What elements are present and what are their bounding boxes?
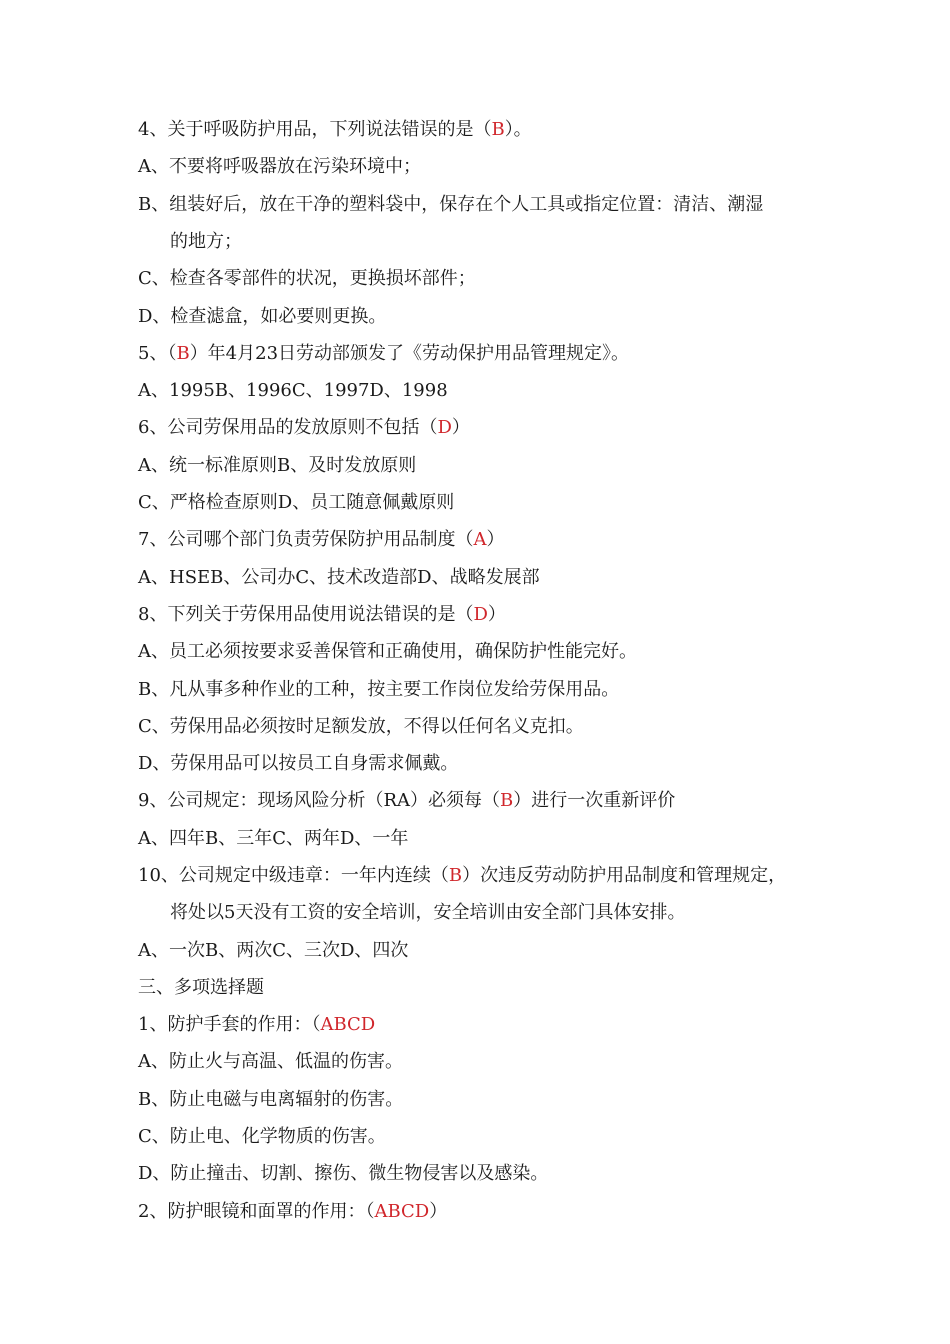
question-10: 10、公司规定中级违章：一年内连续（B）次违反劳动防护用品制度和管理规定，	[138, 865, 787, 886]
section-heading: 三、多项选择题	[138, 977, 264, 998]
option-line: C、严格检查原则D、员工随意佩戴原则	[138, 492, 455, 513]
option-line: D、防止撞击、切割、擦伤、微生物侵害以及感染。	[138, 1163, 549, 1184]
question-4: 4、关于呼吸防护用品，下列说法错误的是（B）。	[138, 119, 532, 140]
option-line: C、劳保用品必须按时足额发放，不得以任何名义克扣。	[138, 716, 584, 737]
answer: A	[473, 529, 487, 550]
option-line: A、不要将呼吸器放在污染环境中；	[138, 156, 421, 177]
option-line: C、检查各零部件的状况，更换损坏部件；	[138, 268, 476, 289]
option-line: A、一次B、两次C、三次D、四次	[138, 940, 409, 961]
option-line: A、防止火与高温、低温的伤害。	[138, 1051, 403, 1072]
option-line-continued: 的地方；	[170, 231, 242, 252]
option-line: D、劳保用品可以按员工自身需求佩戴。	[138, 753, 459, 774]
question-10-continued: 将处以5天没有工资的安全培训，安全培训由安全部门具体安排。	[170, 902, 686, 923]
option-line: A、四年B、三年C、两年D、一年	[138, 828, 409, 849]
question-7: 7、公司哪个部门负责劳保防护用品制度（A）	[138, 529, 505, 550]
option-line: D、检查滤盒，如必要则更换。	[138, 306, 387, 327]
answer: B	[500, 790, 514, 811]
answer: ABCD	[374, 1201, 430, 1222]
option-line: A、1995B、1996C、1997D、1998	[138, 380, 448, 401]
answer: B	[176, 343, 190, 364]
question-5: 5、（B）年4月23日劳动部颁发了《劳动保护用品管理规定》。	[138, 343, 630, 364]
option-line: B、组装好后，放在干净的塑料袋中，保存在个人工具或指定位置：清洁、潮湿	[138, 194, 764, 215]
option-line: C、防止电、化学物质的伤害。	[138, 1126, 386, 1147]
question-9: 9、公司规定：现场风险分析（RA）必须每（B）进行一次重新评价	[138, 790, 676, 811]
option-line: A、统一标准原则B、及时发放原则	[138, 455, 417, 476]
answer: D	[473, 604, 488, 625]
option-line: A、员工必须按要求妥善保管和正确使用，确保防护性能完好。	[138, 641, 637, 662]
question-8: 8、下列关于劳保用品使用说法错误的是（D）	[138, 604, 506, 625]
multi-question-2: 2、防护眼镜和面罩的作用：（ABCD）	[138, 1201, 448, 1222]
answer: ABCD	[320, 1014, 376, 1035]
answer: B	[491, 119, 505, 140]
option-line: B、防止电磁与电离辐射的伤害。	[138, 1089, 404, 1110]
option-line: A、HSEB、公司办C、技术改造部D、战略发展部	[138, 567, 540, 588]
answer: D	[437, 417, 452, 438]
question-6: 6、公司劳保用品的发放原则不包括（D）	[138, 417, 470, 438]
multi-question-1: 1、防护手套的作用：（ABCD	[138, 1014, 376, 1035]
answer: B	[448, 865, 463, 886]
option-line: B、凡从事多种作业的工种，按主要工作岗位发给劳保用品。	[138, 679, 620, 700]
